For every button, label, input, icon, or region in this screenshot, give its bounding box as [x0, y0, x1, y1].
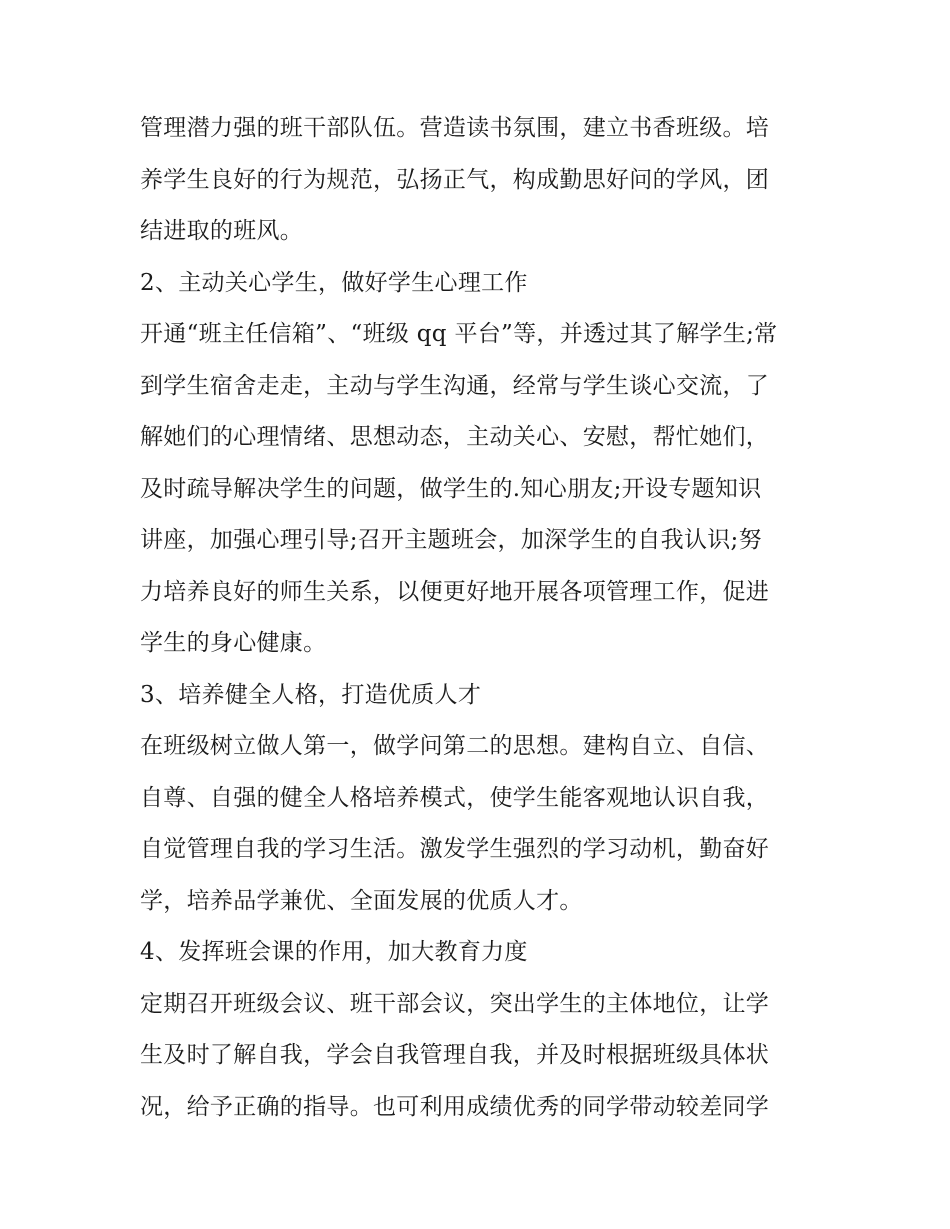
paragraph-line: 自尊、自强的健全人格培养模式，使学生能客观地认识自我， — [140, 784, 770, 811]
paragraph-line: 结进取的班风。 — [140, 218, 304, 244]
paragraph-line: 在班级树立做人第一，做学问第二的思想。建构自立、自信、 — [140, 733, 770, 759]
document-body — [140, 103, 820, 1133]
paragraph-line: 学生的身心健康。 — [140, 630, 327, 656]
paragraph-line: 开通“班主任信箱”、“班级 qq 平台”等，并透过其了解学生;常 — [140, 321, 778, 347]
section-heading: 4、发挥班会课的作用，加大教育力度 — [140, 939, 528, 965]
section-heading: 2、主动关心学生，做好学生心理工作 — [140, 269, 528, 296]
paragraph-line: 自觉管理自我的学习生活。激发学生强烈的学习动机，勤奋好 — [140, 836, 770, 862]
paragraph-line: 养学生良好的行为规范，弘扬正气，构成勤思好问的学风，团 — [140, 166, 770, 193]
paragraph-line: 学，培养品学兼优、全面发展的优质人才。 — [140, 887, 583, 914]
section-heading: 3、培养健全人格，打造优质人才 — [140, 681, 482, 708]
paragraph-line: 生及时了解自我，学会自我管理自我，并及时根据班级具体状 — [140, 1042, 770, 1068]
paragraph-line: 力培养良好的师生关系，以便更好地开展各项管理工作，促进 — [140, 578, 770, 605]
paragraph-line: 解她们的心理情绪、思想动态，主动关心、安慰，帮忙她们， — [140, 424, 770, 450]
paragraph-line: 讲座，加强心理引导;召开主题班会，加深学生的自我认识;努 — [140, 527, 762, 553]
paragraph-line: 到学生宿舍走走，主动与学生沟通，经常与学生谈心交流，了 — [140, 372, 770, 399]
paragraph-line: 况，给予正确的指导。也可利用成绩优秀的同学带动较差同学 — [140, 1093, 770, 1120]
paragraph-line: 管理潜力强的班干部队伍。营造读书氛围，建立书香班级。培 — [140, 115, 770, 141]
paragraph-line: 及时疏导解决学生的问题，做学生的.知心朋友;开设专题知识 — [140, 475, 762, 502]
paragraph-line: 定期召开班级会议、班干部会议，突出学生的主体地位，让学 — [140, 990, 770, 1017]
